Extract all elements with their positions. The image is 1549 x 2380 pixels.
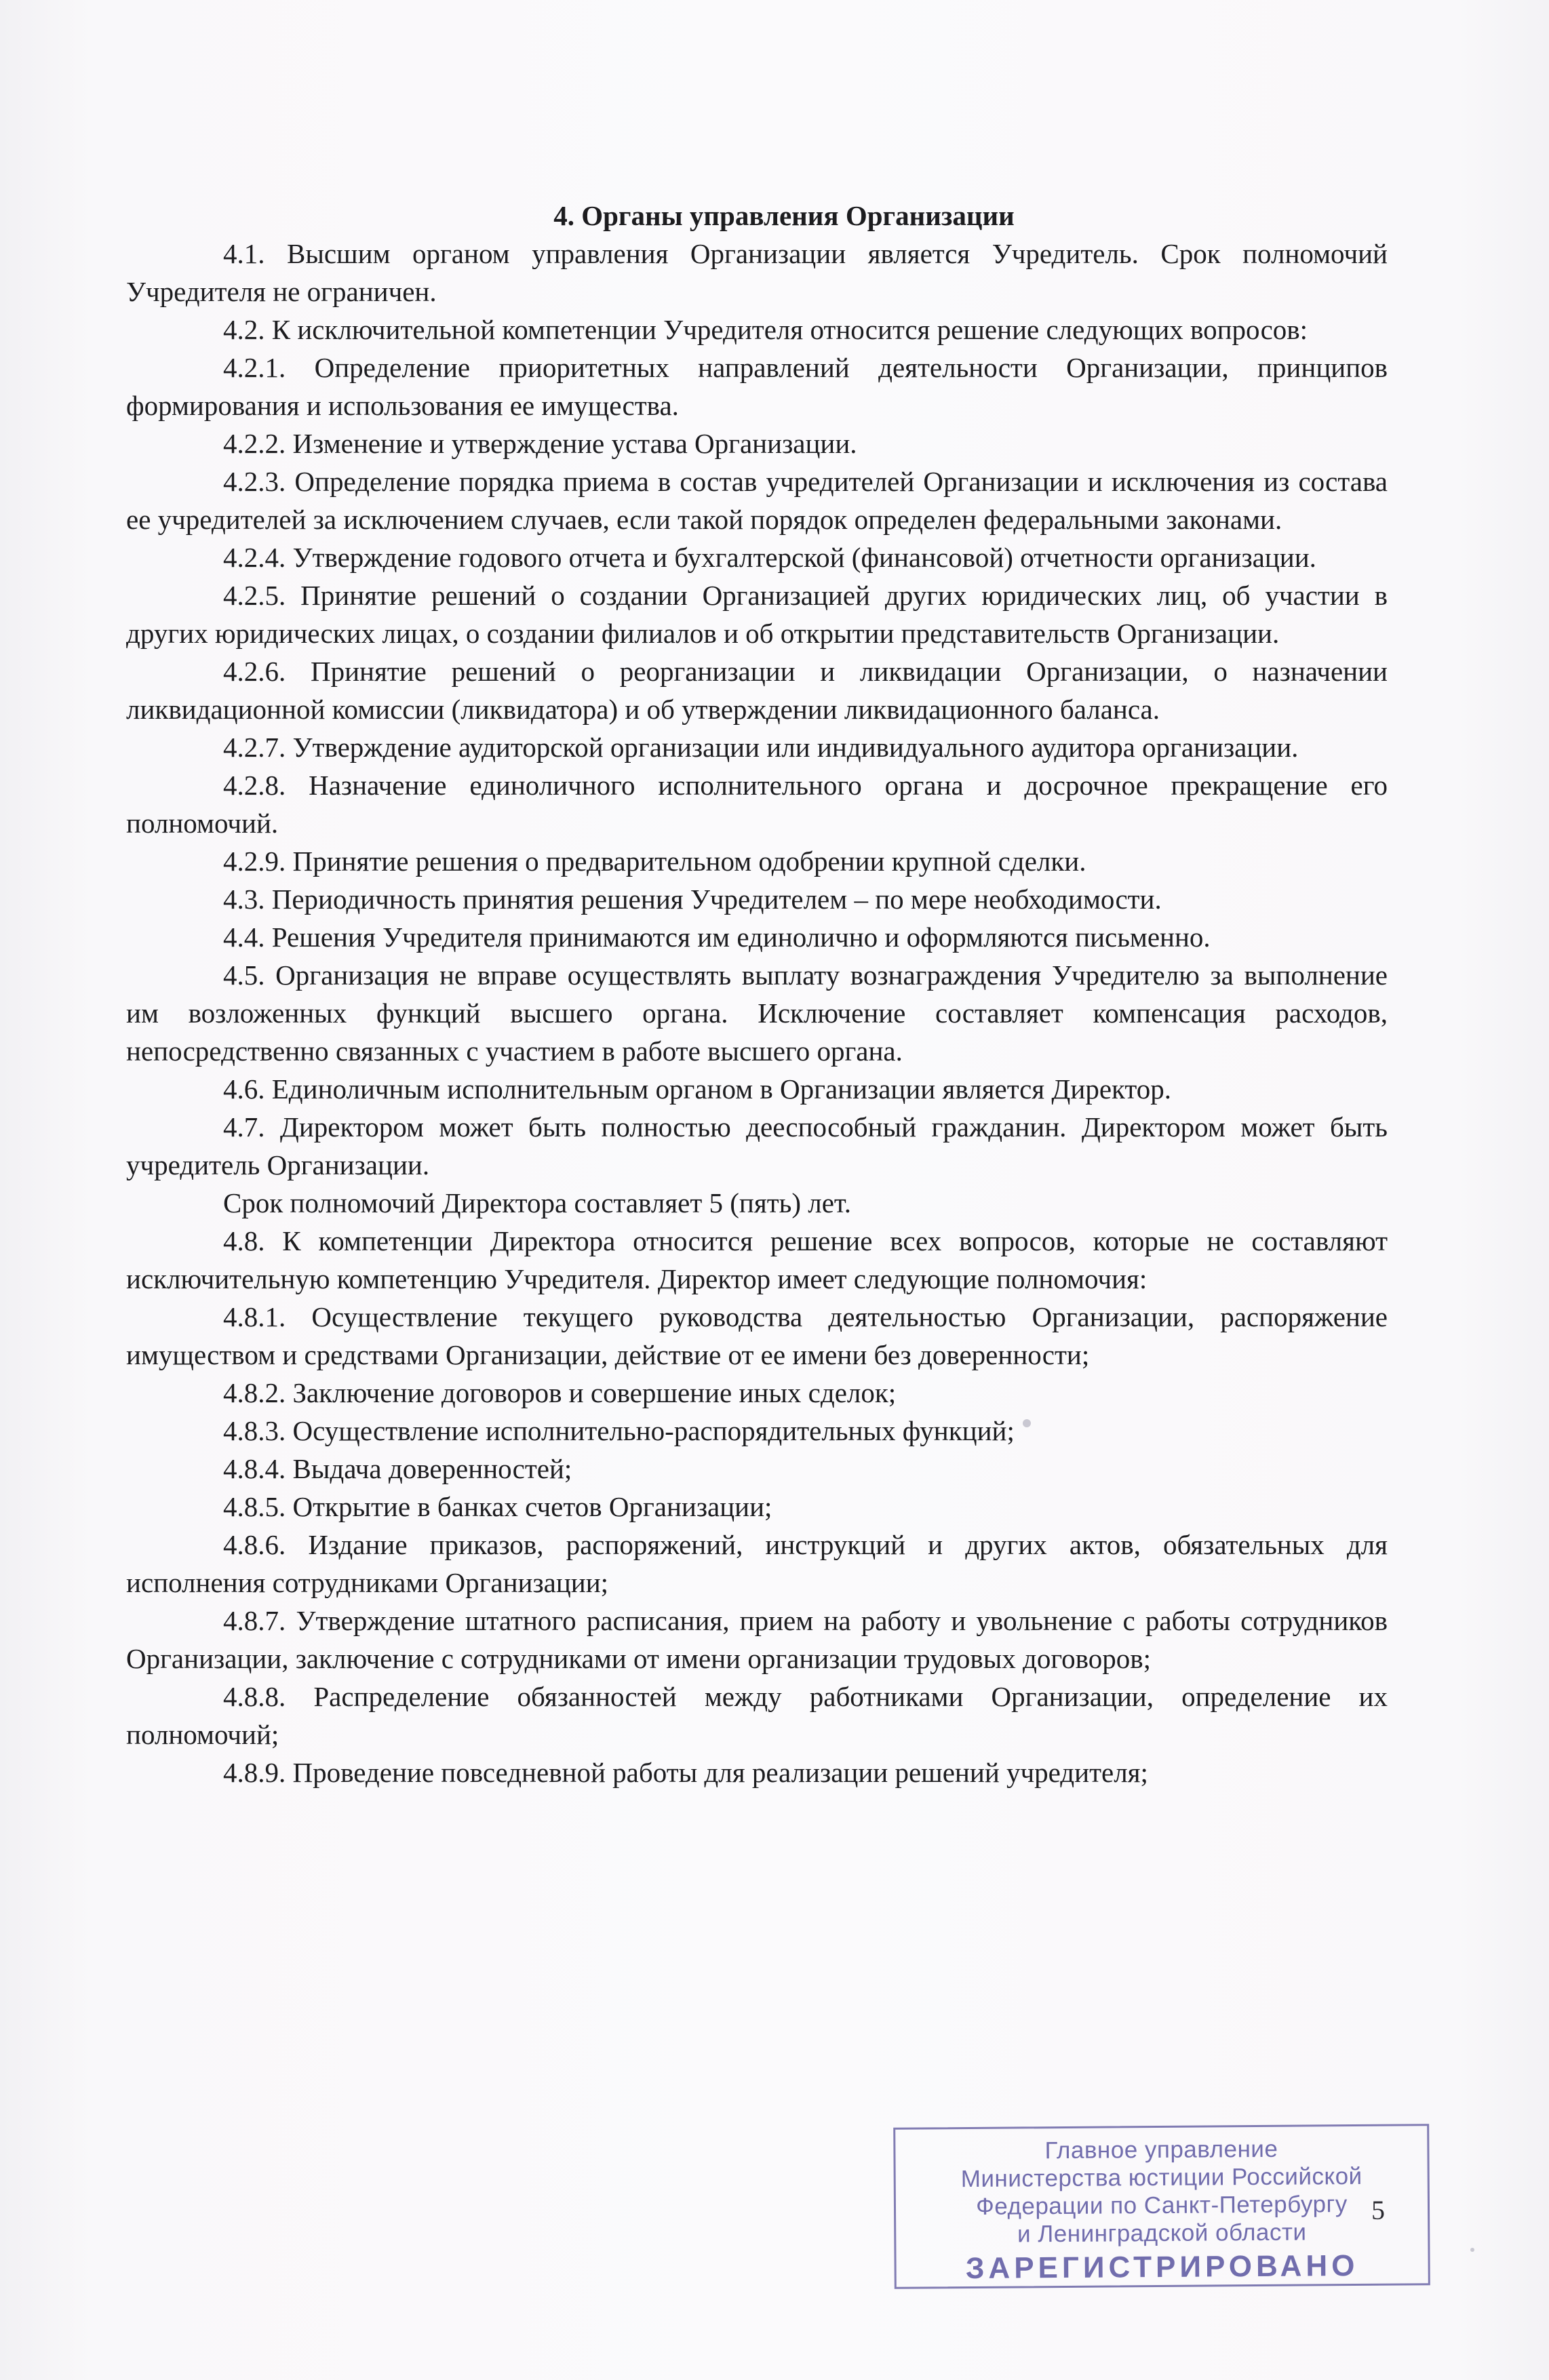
paragraph-4-8-4: 4.8.4. Выдача доверенностей;: [223, 1453, 572, 1484]
stamp-line-2: Министерства юстиции Российской: [960, 2162, 1362, 2193]
paragraph-4-2: 4.2. К исключительной компетенции Учредителя относится решение следующих вопросов:: [223, 314, 1308, 345]
paragraph-4-2-7: 4.2.7. Утверждение аудиторской организации или индивидуального аудитора организации.: [223, 732, 1299, 763]
paragraph-4-2-1: 4.2.1. Определение приоритетных направлений деятельности Организации, принципов формирования и использования ее имущества.: [126, 352, 1388, 421]
paragraph-4-8-1: 4.8.1. Осуществление текущего руководства деятельностью Организации, распоряжение имуществом и средствами Организации, действие от ее имени без доверенности;: [126, 1301, 1388, 1370]
paragraph-4-5: 4.5. Организация не вправе осуществлять выплату вознаграждения Учредителю за выполнение им возложенных функций высшего органа. Исключение составляет компенсация расходов, непосредственно связанных с участием в работе высшего органа.: [126, 959, 1388, 1067]
scan-speck: [1023, 1419, 1031, 1427]
stamp-status: ЗАРЕГИСТРИРОВАНО: [965, 2248, 1359, 2286]
paragraph-4-7: 4.7. Директором может быть полностью дееспособный гражданин. Директором может быть учредитель Организации.: [126, 1111, 1388, 1181]
paragraph-4-2-8: 4.2.8. Назначение единоличного исполнительного органа и досрочное прекращение его полномочий.: [126, 770, 1388, 839]
paragraph-4-8-6: 4.8.6. Издание приказов, распоряжений, инструкций и других актов, обязательных для исполнения сотрудниками Организации;: [126, 1529, 1388, 1598]
stamp-line-4: и Ленинградской области: [1017, 2219, 1307, 2248]
section-heading: 4. Органы управления Организации: [553, 200, 1015, 231]
paragraph-4-3: 4.3. Периодичность принятия решения Учредителем – по мере необходимости.: [223, 884, 1162, 915]
paragraph-4-6: 4.6. Единоличным исполнительным органом в Организации является Директор.: [223, 1073, 1172, 1105]
page-number: 5: [1371, 2195, 1385, 2225]
stamp-line-3: Федерации по Санкт-Петербургу: [976, 2191, 1348, 2220]
paragraph-4-8-2: 4.8.2. Заключение договоров и совершение иных сделок;: [223, 1377, 897, 1408]
document-body: [126, 197, 1388, 1791]
paragraph-4-2-3: 4.2.3. Определение порядка приема в состав учредителей Организации и исключения из состава ее учредителей за исключением случаев, если такой порядок определен федеральными законами.: [126, 466, 1388, 535]
paragraph-4-8-5: 4.8.5. Открытие в банках счетов Организации;: [223, 1491, 772, 1522]
paragraph-4-8-8: 4.8.8. Распределение обязанностей между работниками Организации, определение их полномочий;: [126, 1681, 1388, 1750]
registration-stamp: [893, 2124, 1430, 2289]
paragraph-4-2-9: 4.2.9. Принятие решения о предварительном одобрении крупной сделки.: [223, 846, 1086, 877]
paragraph-4-2-4: 4.2.4. Утверждение годового отчета и бухгалтерской (финансовой) отчетности организации.: [223, 542, 1316, 573]
paragraph-4-2-5: 4.2.5. Принятие решений о создании Организацией других юридических лиц, об участии в других юридических лицах, о создании филиалов и об открытии представительств Организации.: [126, 580, 1388, 649]
paragraph-4-8-3: 4.8.3. Осуществление исполнительно-распорядительных функций;: [223, 1415, 1015, 1446]
paragraph-4-2-2: 4.2.2. Изменение и утверждение устава Организации.: [223, 428, 857, 459]
paragraph-4-4: 4.4. Решения Учредителя принимаются им единолично и оформляются письменно.: [223, 921, 1211, 953]
paragraph-4-8-9: 4.8.9. Проведение повседневной работы для реализации решений учредителя;: [223, 1757, 1148, 1788]
paragraph-4-8-7: 4.8.7. Утверждение штатного расписания, прием на работу и увольнение с работы сотрудников Организации, заключение с сотрудниками от имени организации трудовых договоров;: [126, 1605, 1388, 1674]
scan-speck: [1470, 2248, 1474, 2252]
stamp-line-1: Главное управление: [1044, 2135, 1278, 2164]
paragraph-4-8: 4.8. К компетенции Директора относится решение всех вопросов, которые не составляют исключительную компетенцию Учредителя. Директор имеет следующие полномочия:: [126, 1225, 1388, 1294]
paragraph-4-1: 4.1. Высшим органом управления Организации является Учредитель. Срок полномочий Учредителя не ограничен.: [126, 238, 1388, 307]
paragraph-4-2-6: 4.2.6. Принятие решений о реорганизации и ликвидации Организации, о назначении ликвидационной комиссии (ликвидатора) и об утверждении ликвидационного баланса.: [126, 656, 1388, 725]
paragraph-director-term: Срок полномочий Директора составляет 5 (пять) лет.: [223, 1187, 851, 1218]
